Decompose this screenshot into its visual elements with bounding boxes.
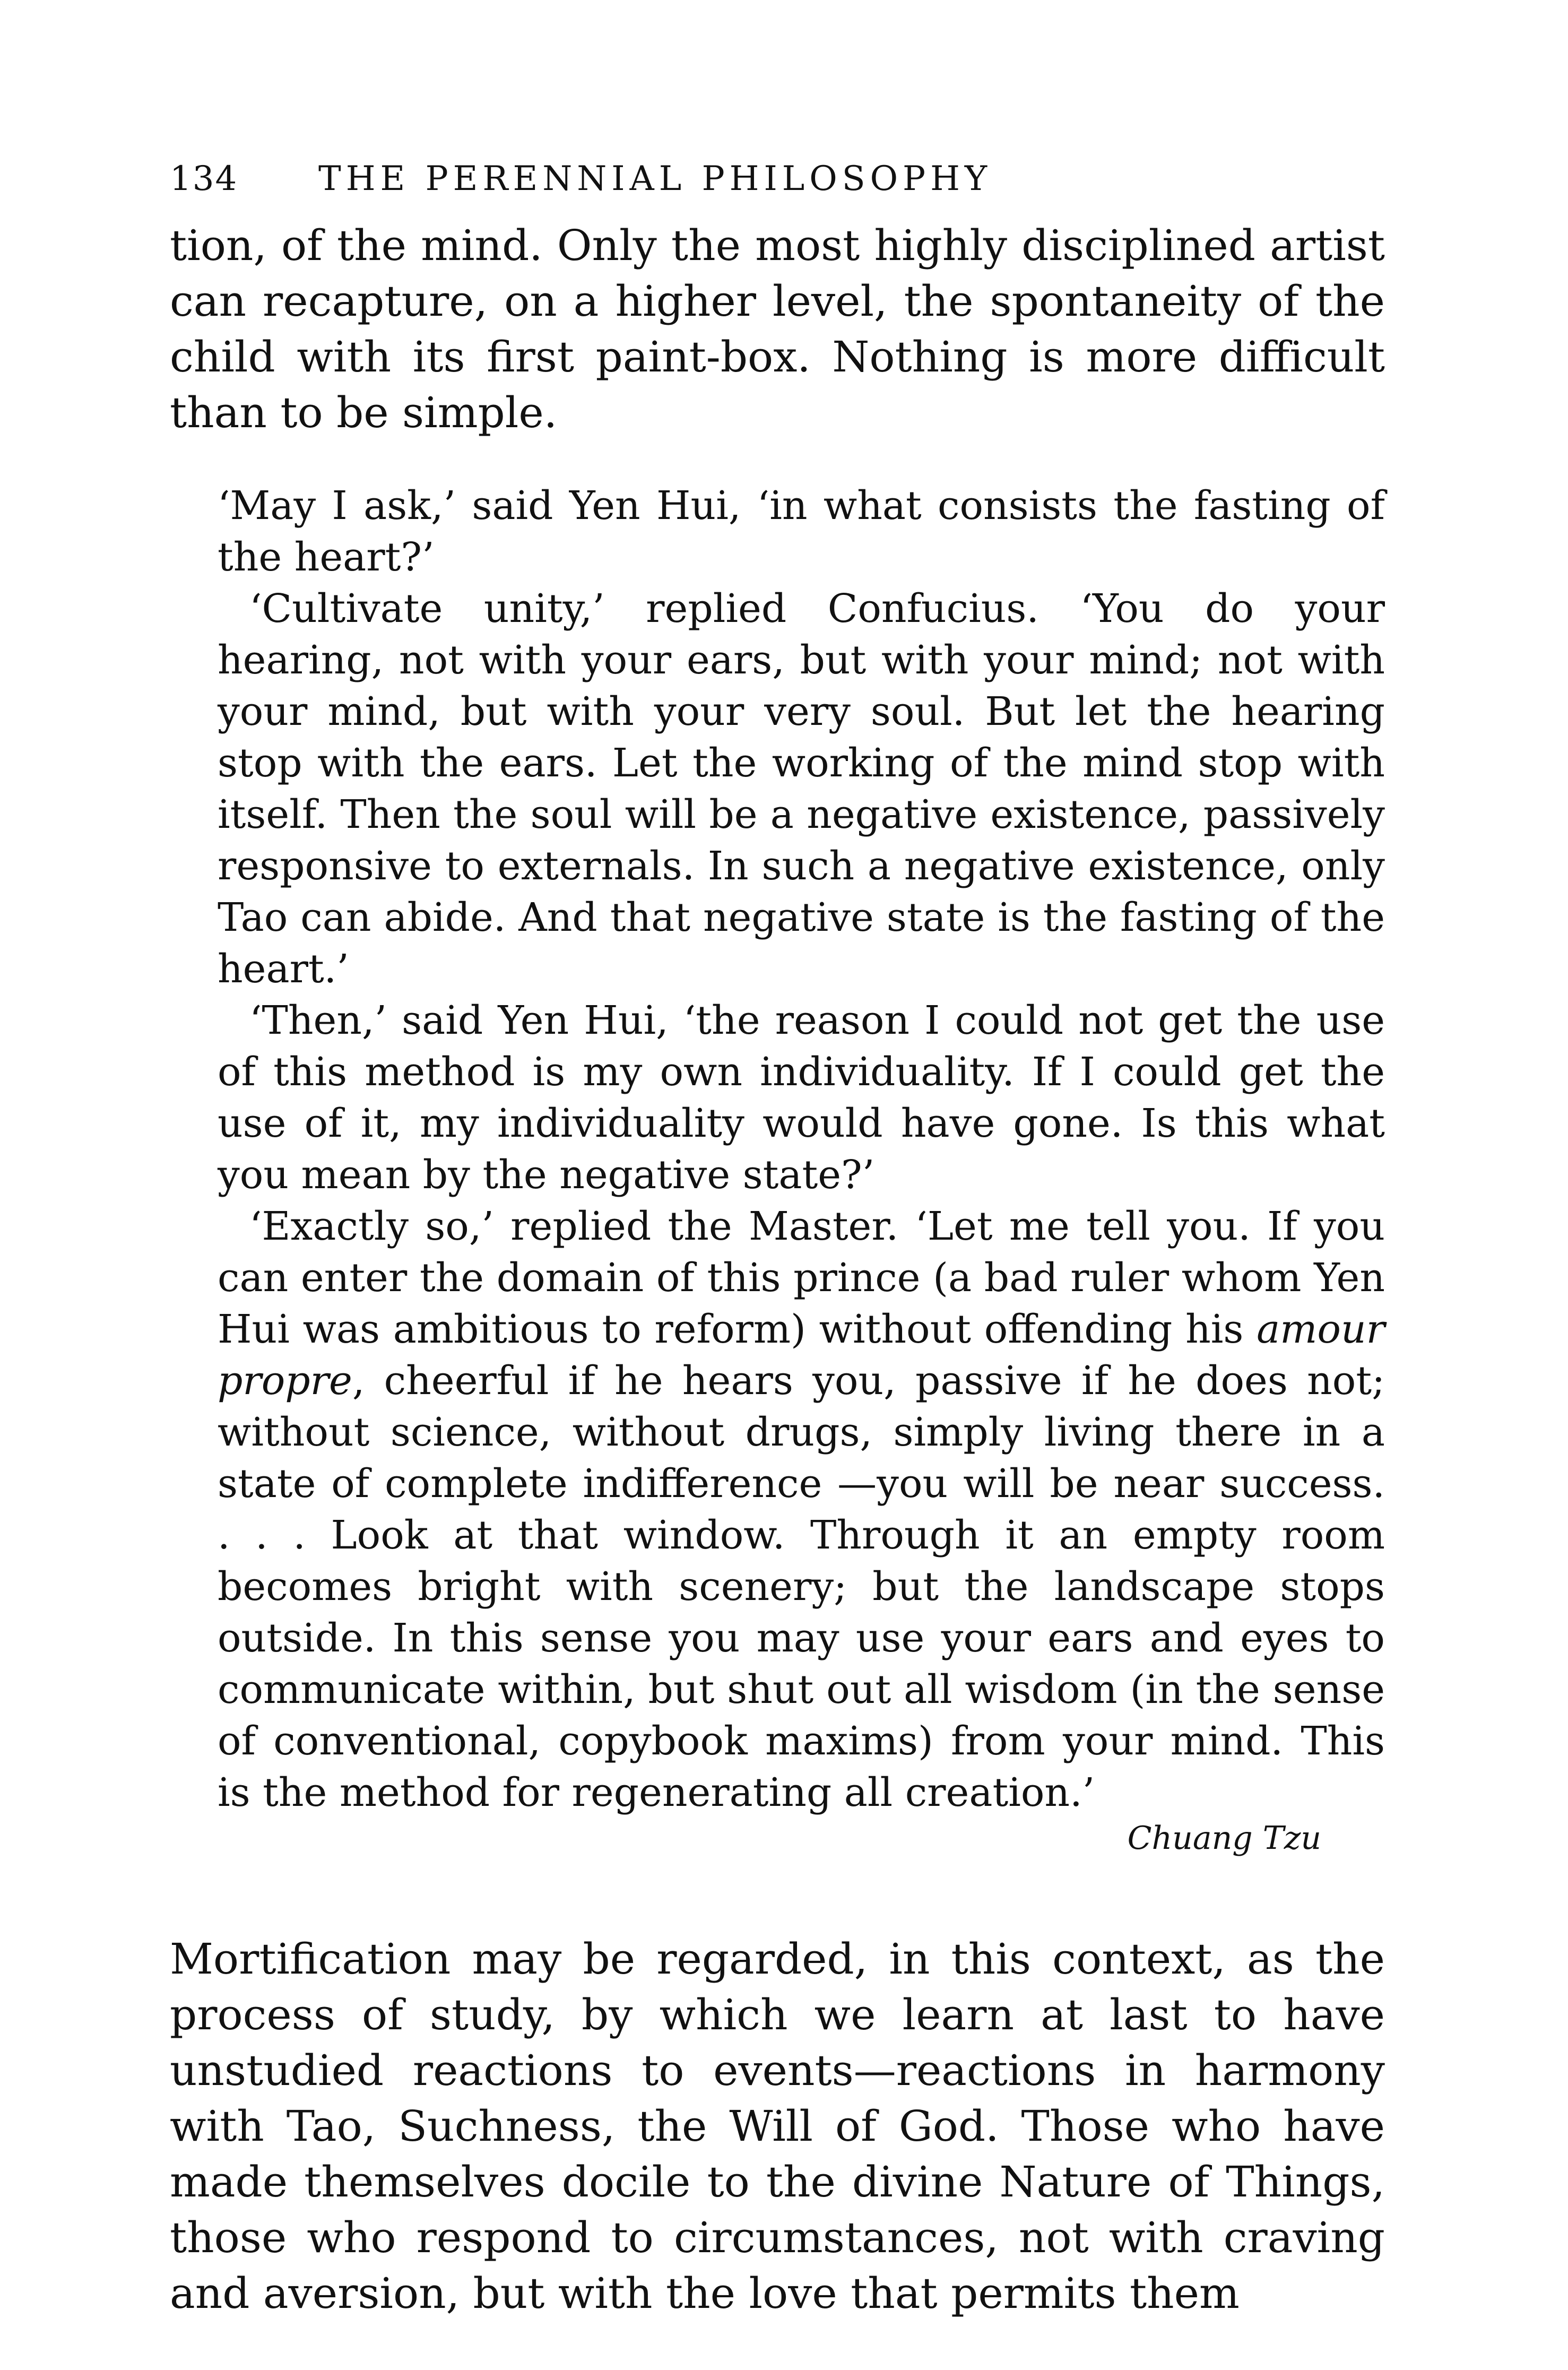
quote-text-part: ‘Exactly so,’ replied the Master. ‘Let me tell you. If you can enter the domain of this prince (a bad ruler whom Yen Hui was ambitious to reform) without offending his [218, 1204, 1385, 1352]
quote-paragraph-4 [218, 1201, 1385, 1819]
closing-paragraph: Mortification may be regarded, in this context, as the process of study, by which we learn at last to have unstudied reactions to events—reactions in harmony with Tao, Suchness, the Will of God. Those who have made themselves docile to the divine Nature of Things, those who respond to circumstances, not with craving and aversion, but with the love that permits them [170, 1934, 1385, 2318]
quote-paragraph-2: ‘Cultivate unity,’ replied Confucius. ‘You do your hearing, not with your ears, but with your mind; not with your mind, but with your very soul. But let the hearing stop with the ears. Let the working of the mind stop with itself. Then the soul will be a negative existence, passively responsive to externals. In such a negative existence, only Tao can abide. And that negative state is the fasting of the heart.’ [218, 586, 1385, 992]
intro-paragraph: tion, of the mind. Only the most highly disciplined artist can recapture, on a higher level, the spontaneity of the child with its first paint-box. Nothing is more difficult than to be simple. [170, 221, 1385, 437]
quote-text-part: , cheerful if he hears you, passive if he does not; without science, without drugs, simply living there in a state of complete indifference —you will be near success. . . . Look at that window. Through it an empty room becomes bright with scenery; but the landscape stops outside. In this sense you may use your ears and eyes to communicate within, but shut out all wisdom (in the sense of conventional, copybook maxims) from your mind. This is the method for regenerating all creation.’ [218, 1358, 1385, 1815]
italic-phrase: amour propre [218, 1307, 1385, 1404]
block-quotation [218, 480, 1385, 1857]
quote-paragraph-1: ‘May I ask,’ said Yen Hui, ‘in what consists the fasting of the heart?’ [218, 483, 1385, 580]
page-number: 134 [170, 159, 238, 198]
quote-attribution: Chuang Tzu [1127, 1820, 1321, 1857]
running-head [170, 159, 1385, 218]
running-title: THE PERENNIAL PHILOSOPHY [318, 159, 992, 198]
book-page [170, 159, 1385, 2321]
quote-paragraph-3: ‘Then,’ said Yen Hui, ‘the reason I could not get the use of this method is my own individuality. If I could get the use of it, my individuality would have gone. Is this what you mean by the negative state?’ [218, 998, 1385, 1198]
